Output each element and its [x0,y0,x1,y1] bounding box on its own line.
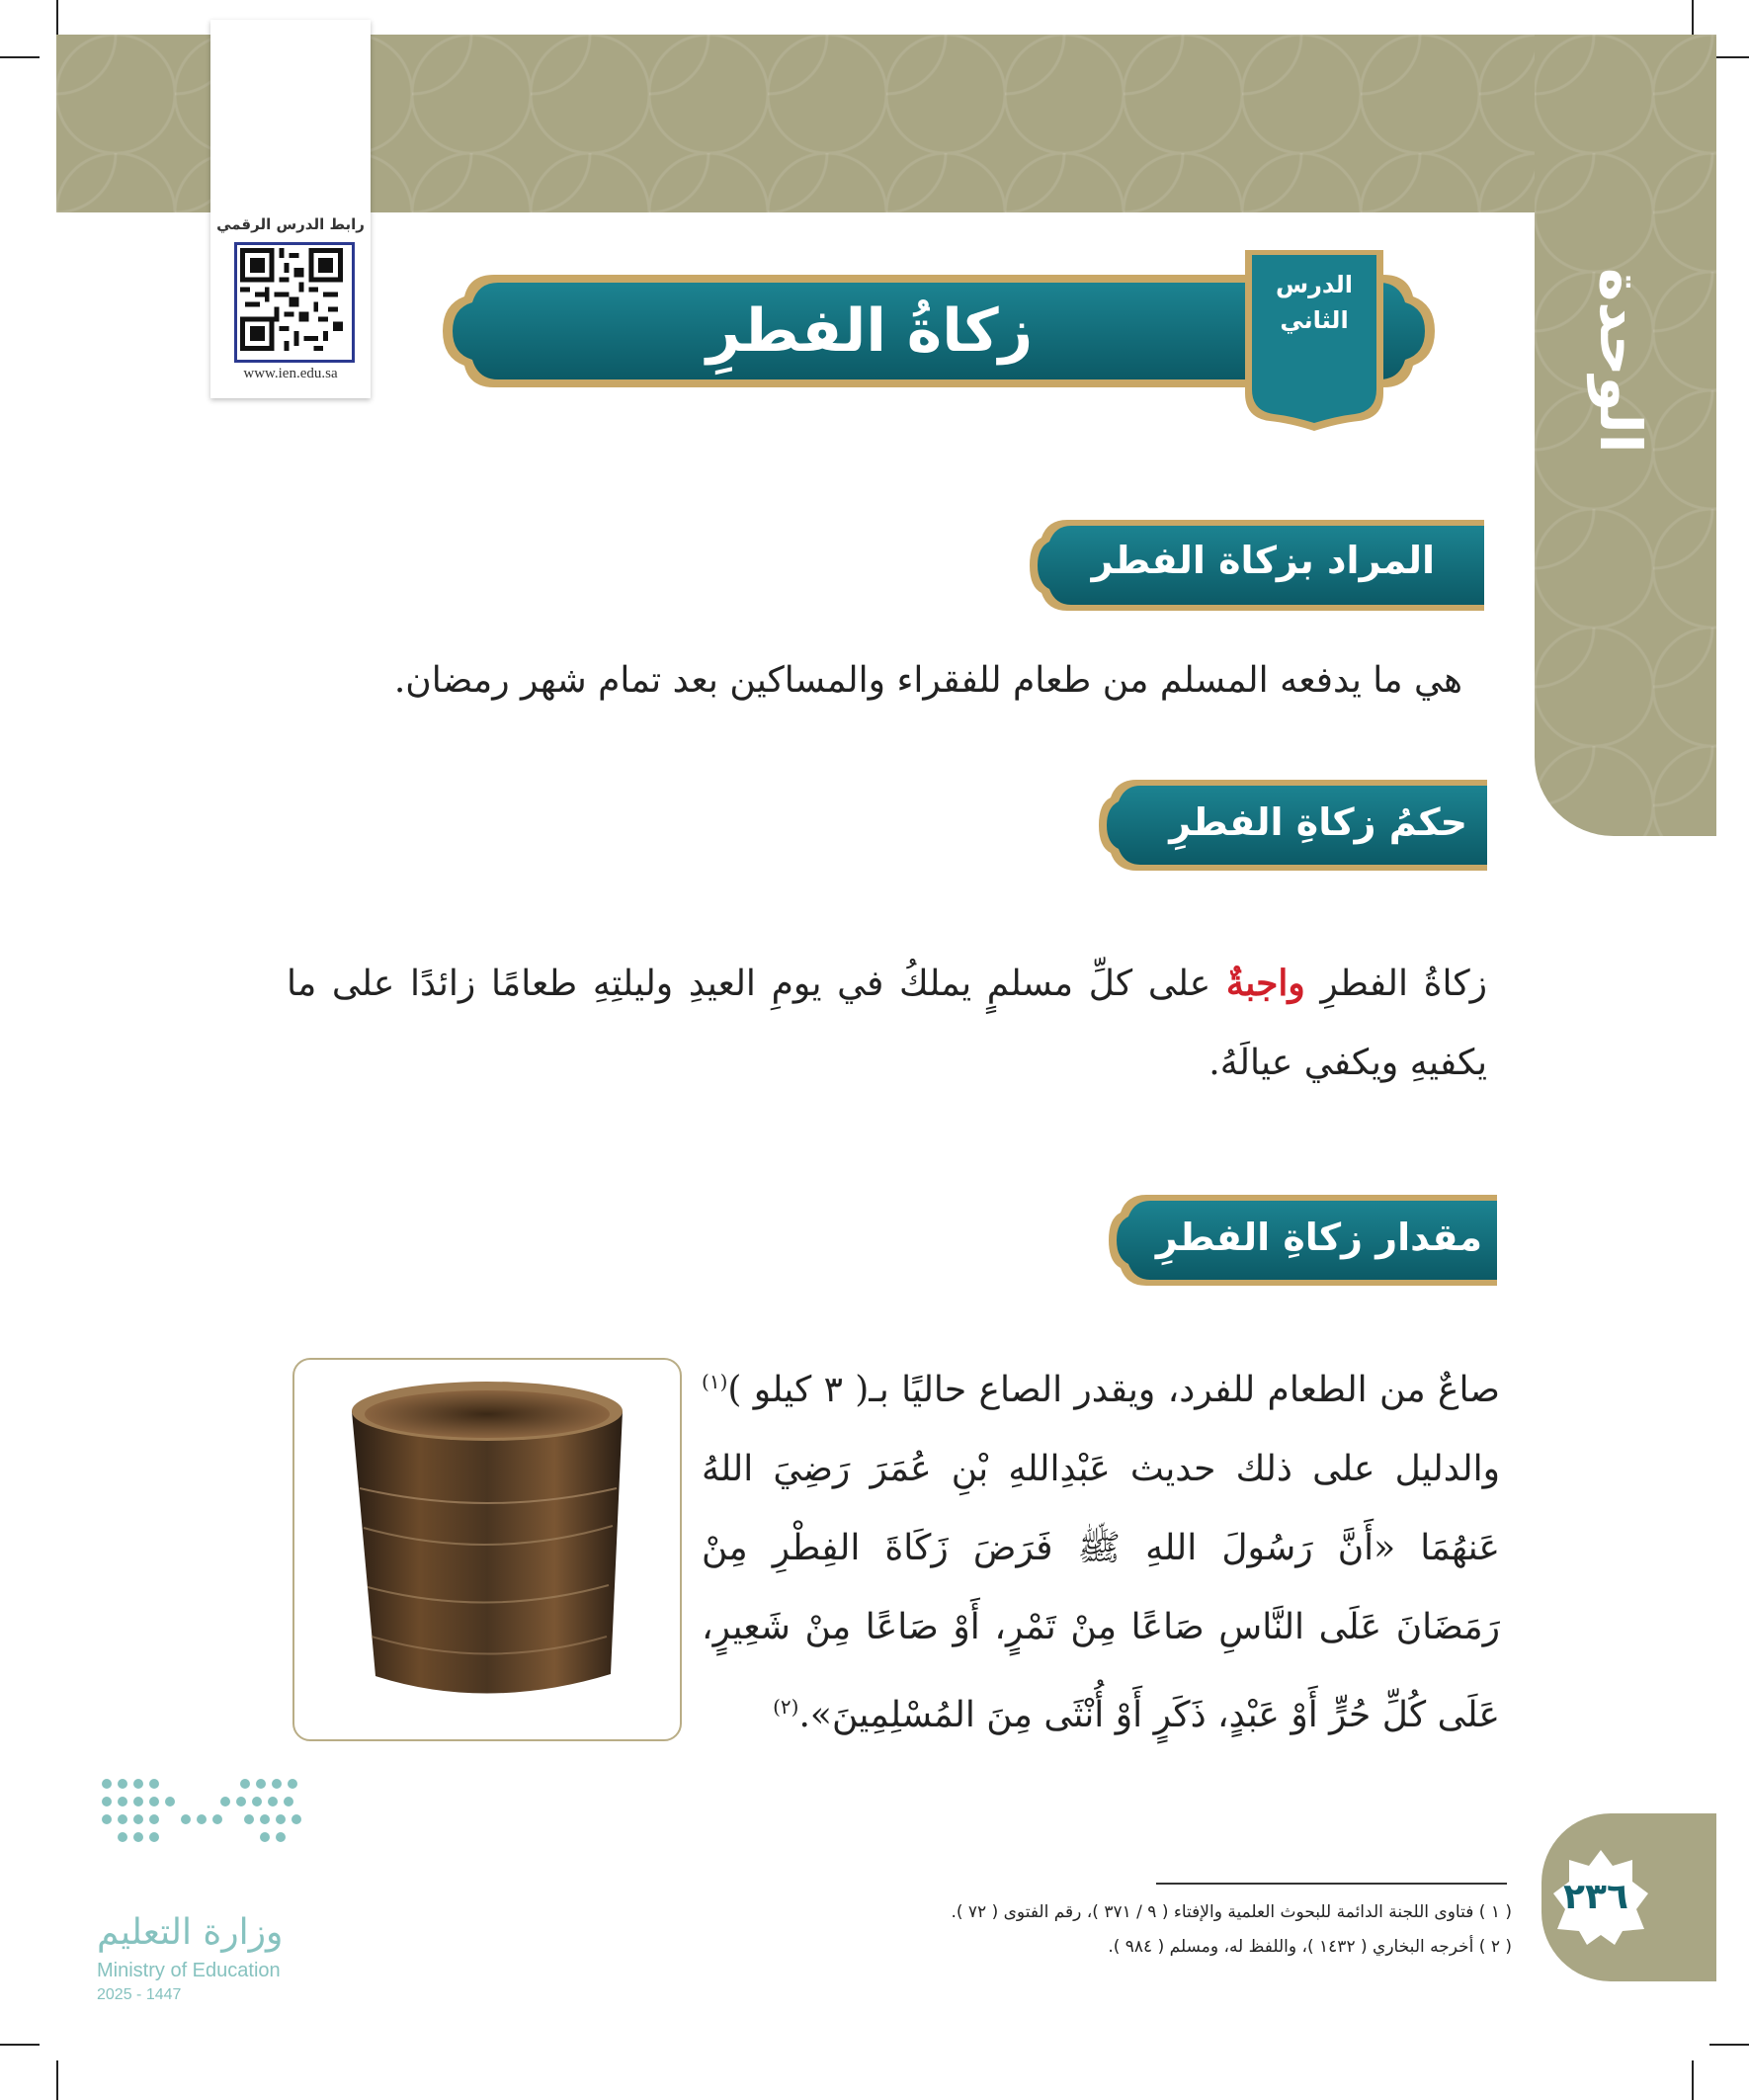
crop-mark [56,0,58,40]
ministry-year: 2025 - 1447 [97,1986,182,2003]
crop-mark [0,56,40,58]
page-number: ٢٣٦ [1563,1877,1628,1917]
lesson-tag-line1: الدرس [1275,271,1354,298]
lesson-title: زكاةُ الفطرِ [706,296,1034,366]
crop-mark [56,2060,58,2100]
ruling-paragraph [287,944,1487,1103]
digital-lesson-qr-card[interactable] [210,20,371,398]
ministry-name-ar: وزارة التعليم [97,1912,284,1953]
section-heading-ruling: حكمُ زكاةِ الفطرِ [1169,800,1467,844]
crop-mark [0,2044,40,2046]
section-heading-amount: مقدار زكاةِ الفطرِ [1155,1216,1482,1259]
ruling-text-before: زكاةُ الفطرِ [1320,964,1487,1004]
crop-mark [1692,0,1694,40]
crop-mark [1709,2044,1749,2046]
footnote-rule [1156,1883,1507,1885]
qr-label: رابط الدرس الرقمي [216,215,365,233]
crop-mark [1692,2060,1694,2100]
footnote-1: ( ١ ) فتاوى اللجنة الدائمة للبحوث العلمية والإفتاء ( ٩ / ٣٧١ )، رقم الفتوى ( ٧٢ ). [951,1902,1512,1922]
ruling-highlight: واجبةٌ [1225,963,1305,1004]
amount-paragraph [702,1342,1500,1755]
lesson-number-label [1247,267,1381,338]
ministry-name-en: Ministry of Education [97,1960,281,1981]
footnote-ref-1[interactable]: (١) [702,1370,728,1393]
qr-url[interactable]: www.ien.edu.sa [243,366,338,381]
definition-paragraph: هي ما يدفعه المسلم من طعام للفقراء والمساكين بعد تمام شهر رمضان. [393,660,1462,701]
vessel-illustration [294,1360,680,1739]
unit-title: الوحدة الثانية [1468,268,1654,454]
ruling-text-after: على كلِّ مسلمٍ يملكُ في يومِ العيدِ وليلتِهِ طعامًا زائدًا على ما يكفيهِ ويكفي عيالَهُ. [287,964,1487,1083]
ministry-logo-icon [97,1774,309,1853]
lesson-tag-line2: الثاني [1280,306,1349,334]
hadith-text: والدليل على ذلك حديث عَبْدِاللهِ بْنِ عُمَرَ رَضِيَ اللهُ عَنهُمَا «أَنَّ رَسُولَ اللهِ ﷺ فَرَضَ زَكَاةَ الفِطْرِ مِنْ رَمَضَانَ عَلَى النَّاسِ صَاعًا مِنْ تَمْرٍ، أَوْ صَاعًا مِنْ شَعِيرٍ، عَلَى كُلِّ حُرٍّ أَوْ عَبْدٍ، ذَكَرٍ أَوْ أُنْثَى مِنَ المُسْلِمِينَ». [702,1449,1500,1735]
qr-code-icon[interactable] [234,242,355,363]
amount-text: صاعٌ من الطعام للفرد، ويقدر الصاع حاليًا بـ( ٣ كيلو ) [727,1370,1500,1410]
footnote-2: ( ٢ ) أخرجه البخاري ( ١٤٣٢ )، واللفظ له، ومسلم ( ٩٨٤ ). [1108,1937,1512,1957]
footnote-ref-2[interactable]: (٢) [773,1695,799,1719]
section-heading-definition: المراد بزكاة الفطر [1091,539,1435,582]
measuring-vessel-image [292,1358,682,1741]
